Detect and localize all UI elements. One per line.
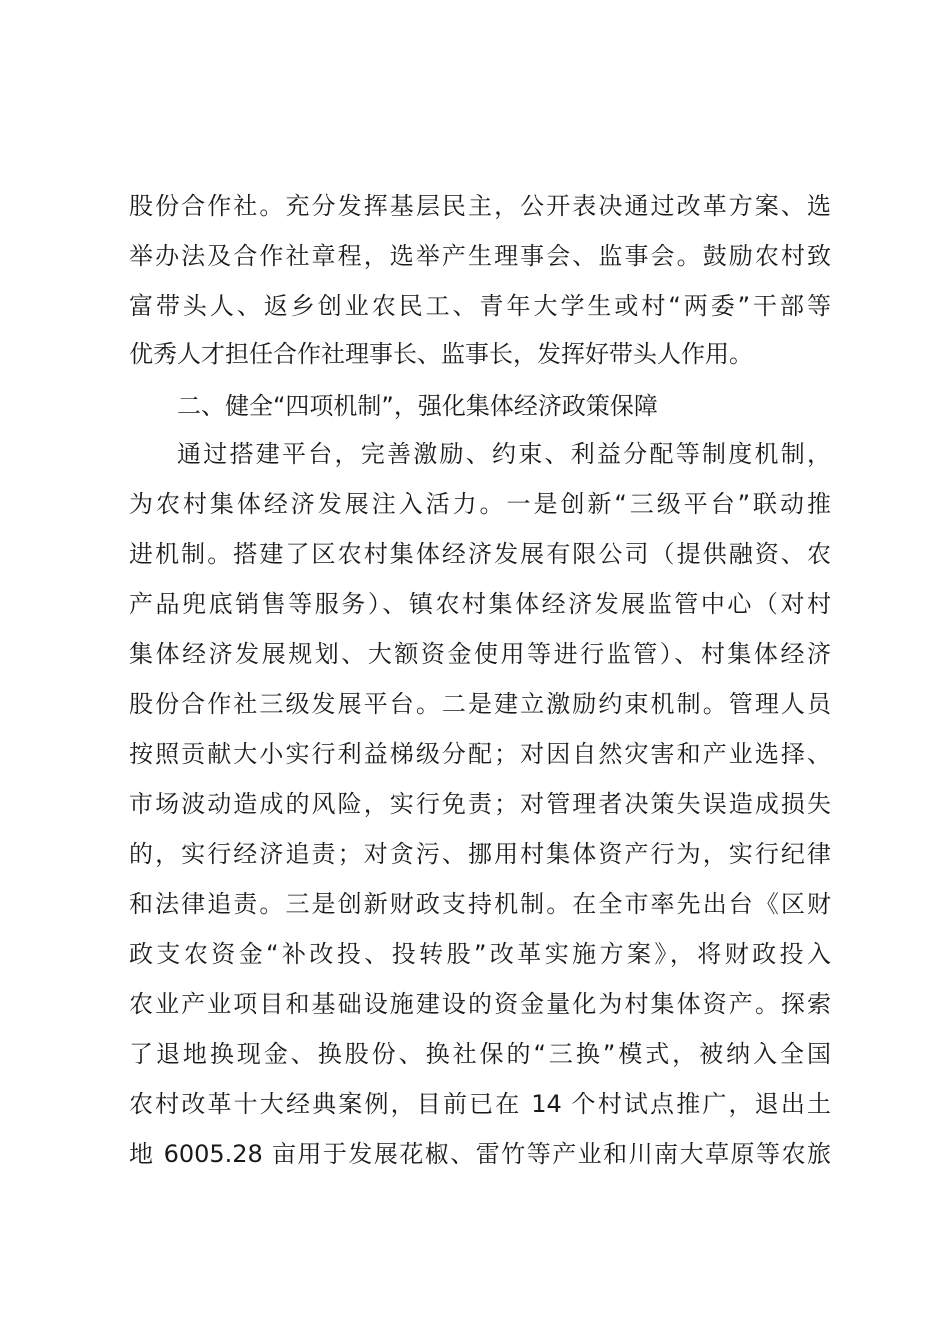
paragraph-line: 按照贡献大小实行利益梯级分配；对因自然灾害和产业选择、: [129, 740, 831, 768]
paragraph-line: 股份合作社。充分发挥基层民主，公开表决通过改革方案、选: [129, 192, 831, 220]
paragraph-line: 进机制。搭建了区农村集体经济发展有限公司（提供融资、农: [129, 540, 831, 568]
paragraph-line: 了退地换现金、换股份、换社保的“三换”模式，被纳入全国: [129, 1040, 831, 1068]
paragraph-line: 政支农资金“补改投、投转股”改革实施方案》，将财政投入: [129, 940, 831, 968]
paragraph-line: 农业产业项目和基础设施建设的资金量化为村集体资产。探索: [129, 990, 831, 1018]
paragraph-line: 富带头人、返乡创业农民工、青年大学生或村“两委”干部等: [129, 292, 831, 320]
paragraph-line: 股份合作社三级发展平台。二是建立激励约束机制。管理人员: [129, 690, 831, 718]
paragraph-line: 市场波动造成的风险，实行免责；对管理者决策失误造成损失: [129, 790, 831, 818]
paragraph-line: 集体经济发展规划、大额资金使用等进行监管）、村集体经济: [129, 640, 831, 668]
paragraph-line: 举办法及合作社章程，选举产生理事会、监事会。鼓励农村致: [129, 242, 831, 270]
paragraph-line: 产品兜底销售等服务）、镇农村集体经济发展监管中心（对村: [129, 590, 831, 618]
paragraph-line: 优秀人才担任合作社理事长、监事长，发挥好带头人作用。: [129, 340, 753, 368]
paragraph-line: 的，实行经济追责；对贪污、挪用村集体资产行为，实行纪律: [129, 840, 831, 868]
section-heading: 二、健全“四项机制”，强化集体经济政策保障: [177, 392, 658, 420]
paragraph-line: 为农村集体经济发展注入活力。一是创新“三级平台”联动推: [129, 490, 831, 518]
paragraph-line: 和法律追责。三是创新财政支持机制。在全市率先出台《区财: [129, 890, 831, 918]
paragraph-line: 通过搭建平台，完善激励、约束、利益分配等制度机制，: [177, 440, 831, 468]
paragraph-line: 地 6005.28 亩用于发展花椒、雷竹等产业和川南大草原等农旅: [129, 1140, 831, 1168]
paragraph-line: 农村改革十大经典案例，目前已在 14 个村试点推广，退出土: [129, 1090, 831, 1118]
